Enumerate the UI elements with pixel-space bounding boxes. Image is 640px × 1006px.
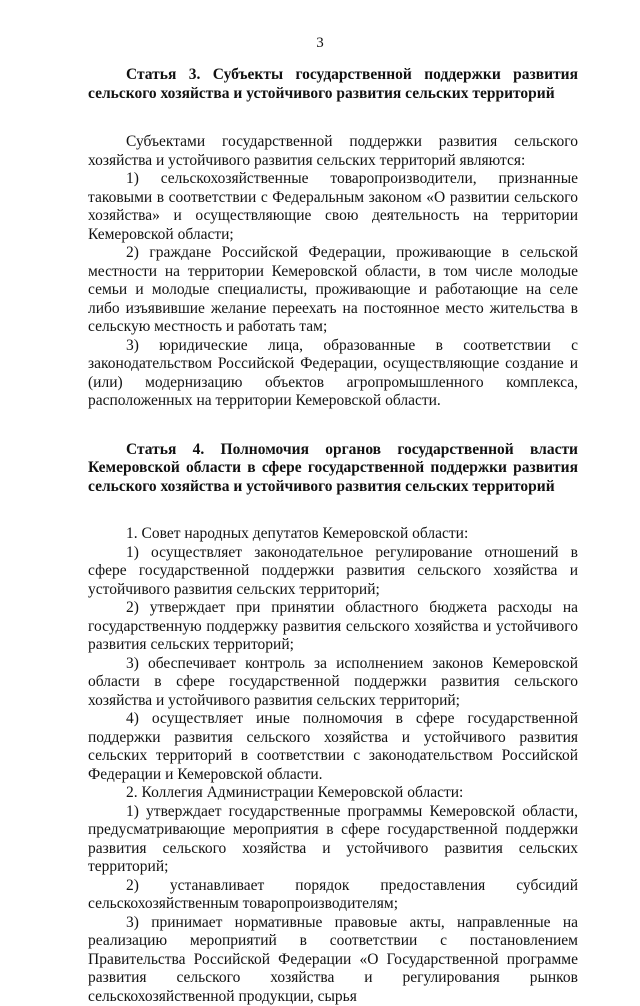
- article-4-paragraph: 2) утверждает при принятии областного бюджета расходы на государственную поддержку развития сельского хозяйства и устойчивого развития сельских территорий;: [88, 599, 578, 655]
- article-4-paragraph: 4) осуществляет иные полномочия в сфере государственной поддержки развития сельского хозяйства и устойчивого развития сельских территорий в соответствии с законодательством Российской Федерации и Кемеровской области.: [88, 710, 578, 784]
- article-4-paragraph: 3) обеспечивает контроль за исполнением законов Кемеровской области в сфере государственной поддержки развития сельского хозяйства и устойчивого развития сельских территорий;: [88, 655, 578, 711]
- article-3-paragraph: 1) сельскохозяйственные товаропроизводители, признанные таковыми в соответствии с Федеральным законом «О развитии сельского хозяйства» и осуществляющие свою деятельность на территории Кемеровской области;: [88, 170, 578, 244]
- article-3-paragraph: 2) граждане Российской Федерации, проживающие в сельской местности на территории Кемеровской области, в том числе молодые семьи и молодые специалисты, проживающие и работающие на селе либо изъявившие желание переехать на постоянное место жительства в сельскую местность и работать там;: [88, 244, 578, 337]
- article-4-paragraph: 2) устанавливает порядок предоставления субсидий сельскохозяйственным товаропроизводителям;: [88, 877, 578, 914]
- page-number: 3: [0, 34, 640, 52]
- document-body: [88, 66, 578, 1006]
- article-4-paragraph: 3) принимает нормативные правовые акты, направленные на реализацию мероприятий в соответствии с постановлением Правительства Российской Федерации «О Государственной программе развития сельского хозяйства и регулирования рынков сельскохозяйственной продукции, сырья: [88, 914, 578, 1006]
- article-4-paragraph: 1. Совет народных депутатов Кемеровской области:: [88, 525, 578, 544]
- article-4-paragraph: 1) утверждает государственные программы Кемеровской области, предусматривающие мероприятия в сфере государственной поддержки развития сельского хозяйства и устойчивого развития сельских территорий;: [88, 803, 578, 877]
- article-3-paragraph: 3) юридические лица, образованные в соответствии с законодательством Российской Федерации, осуществляющие создание и (или) модернизацию объектов агропромышленного комплекса, расположенных на территории Кемеровской области.: [88, 337, 578, 411]
- article-4-heading: Статья 4. Полномочия органов государственной власти Кемеровской области в сфере государственной поддержки развития сельского хозяйства и устойчивого развития сельских территорий: [88, 441, 578, 497]
- article-3-heading: Статья 3. Субъекты государственной поддержки развития сельского хозяйства и устойчивого развития сельских территорий: [88, 66, 578, 103]
- article-4-paragraph: 2. Коллегия Администрации Кемеровской области:: [88, 784, 578, 803]
- article-4-paragraph: 1) осуществляет законодательное регулирование отношений в сфере государственной поддержки развития сельского хозяйства и устойчивого развития сельских территорий;: [88, 544, 578, 600]
- article-3-paragraph: Субъектами государственной поддержки развития сельского хозяйства и устойчивого развития сельских территорий являются:: [88, 133, 578, 170]
